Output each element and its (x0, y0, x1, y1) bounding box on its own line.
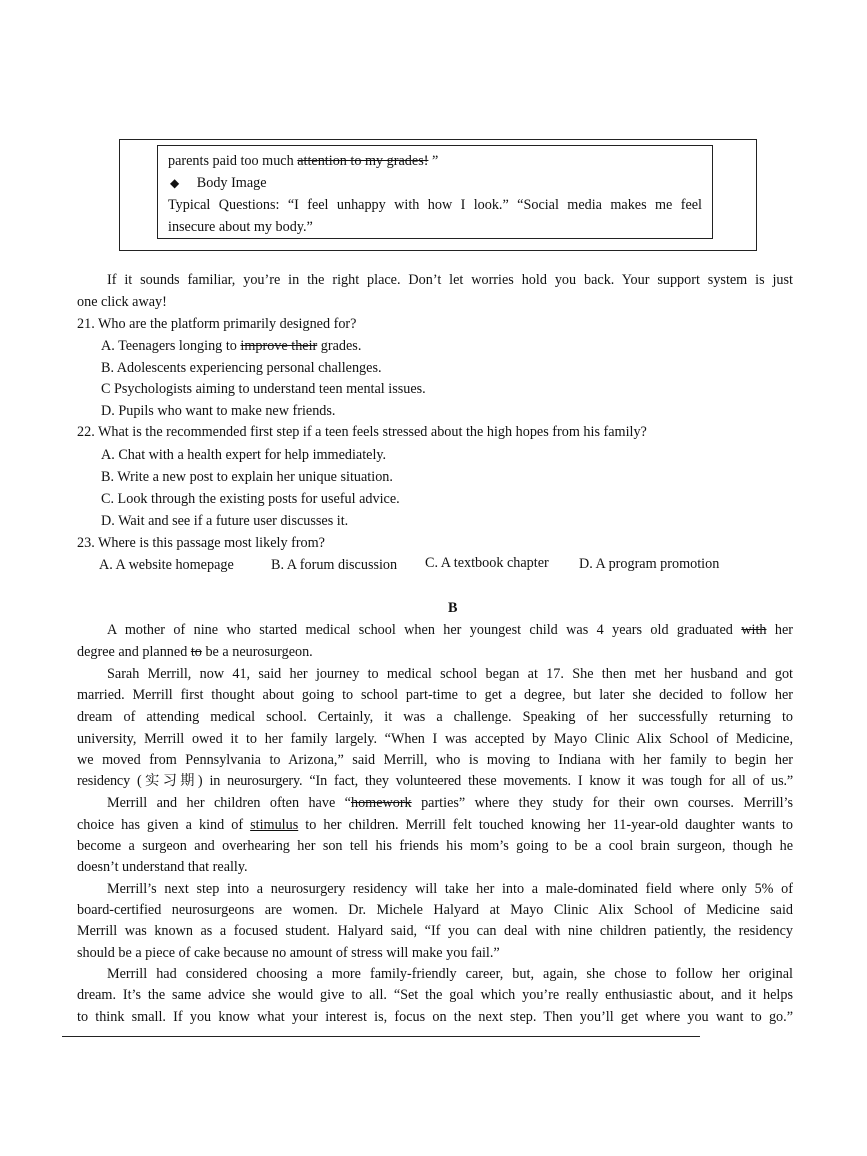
intro-line1: If it sounds familiar, you’re in the right place. Don’t let worries hold you back. Your support system is just (107, 272, 793, 288)
underlined-text: stimulus (250, 817, 299, 833)
body-image-heading (170, 174, 267, 192)
passage-p4-line3: Merrill was known as a focused student. Halyard said, “If you can deal with nine children patiently, the residency (77, 923, 793, 939)
strikethrough-text: with (741, 622, 767, 638)
question-23-option-d: D. A program promotion (579, 556, 720, 572)
bottom-rule (62, 1036, 700, 1037)
question-22-option-c: C. Look through the existing posts for useful advice. (101, 491, 400, 507)
intro-line2: one click away! (77, 294, 167, 310)
question-22-option-a: A. Chat with a health expert for help immediately. (101, 447, 387, 463)
question-22-stem: 22. What is the recommended first step if a teen feels stressed about the high hopes from his family? (77, 424, 647, 440)
passage-p3-line3: become a surgeon and overhearing her son tell his friends his mom’s going to be a cool brain surgeon, though he (77, 838, 793, 854)
passage-text: her (766, 622, 794, 638)
strikethrough-text: improve their (240, 338, 318, 354)
passage-p2-line3: dream of attending medical school. Certainly, it was a challenge. Speaking of her successfully returning to (77, 709, 793, 725)
passage-p2-line5: we moved from Pennsylvania to Arizona,” said Merrill, who is moving to Indiana with her family to begin her (77, 752, 793, 768)
passage-p1-line1 (107, 621, 793, 639)
passage-text: choice has given a kind of (77, 817, 251, 833)
option-text: A. Teenagers longing to (101, 338, 241, 354)
passage-p5-line3: to think small. If you know what your interest is, focus on the next step. Then you’ll get where you want to go.” (77, 1009, 793, 1025)
passage-p2-line4: university, Merrill owed it to her family largely. “When I was accepted by Mayo Clinic Alix School of Medicine, (77, 731, 793, 747)
passage-p3-line4: doesn’t understand that really. (77, 859, 248, 875)
question-21-stem: 21. Who are the platform primarily designed for? (77, 316, 357, 332)
passage-text: parties” where they study for their own courses. Merrill’s (411, 795, 794, 811)
passage-p4-line4: should be a piece of cake because no amount of stress will make you fail.” (77, 945, 500, 961)
typical-questions-line1: Typical Questions: “I feel unhappy with how I look.” “Social media makes me feel (168, 197, 702, 213)
typical-questions-line2: insecure about my body.” (168, 219, 313, 235)
passage-p5-line2: dream. It’s the same advice she would give to all. “Set the goal which you’re really enthusiastic about, and it helps (77, 987, 793, 1003)
strikethrough-text: attention to my grades! (297, 153, 429, 169)
passage-text: A mother of nine who started medical school when her youngest child was 4 years old graduated (107, 622, 742, 638)
passage-p4-line2: board-certified neurosurgeons are women. Dr. Michele Halyard at Mayo Clinic Alix School of Medicine said (77, 902, 793, 918)
passage-text: degree and planned (77, 644, 191, 660)
strikethrough-text: to (190, 644, 202, 660)
question-22-option-b: B. Write a new post to explain her unique situation. (101, 469, 393, 485)
question-21-option-b: B. Adolescents experiencing personal challenges. (101, 360, 382, 376)
question-23-option-b: B. A forum discussion (271, 557, 398, 573)
passage-p2-line6: residency (实习期) in neurosurgery. “In fact, they volunteered these movements. I know it was tough for all of us.” (77, 773, 793, 789)
box-text-end: ” (428, 153, 439, 169)
passage-text: be a neurosurgeon. (201, 644, 313, 660)
passage-text: Merrill and her children often have “ (107, 795, 351, 811)
question-23-option-c: C. A textbook chapter (425, 555, 549, 571)
passage-p4-line1: Merrill’s next step into a neurosurgery residency will take her into a male-dominated field where only 5% of (107, 881, 793, 897)
question-21-option-c: C Psychologists aiming to understand teen mental issues. (101, 381, 426, 397)
question-21-option-a (101, 337, 361, 355)
heading-text: Body Image (196, 175, 267, 191)
question-21-option-d: D. Pupils who want to make new friends. (101, 403, 336, 419)
strikethrough-text: homework (350, 795, 412, 811)
question-22-option-d: D. Wait and see if a future user discusses it. (101, 513, 349, 529)
passage-p5-line1: Merrill had considered choosing a more family-friendly career, but, again, she chose to follow her original (107, 966, 793, 982)
box-line-1 (168, 152, 438, 170)
section-b-label: B (448, 600, 458, 616)
box-text: parents paid too much (168, 153, 298, 169)
question-23-option-a: A. A website homepage (99, 557, 234, 573)
question-23-stem: 23. Where is this passage most likely from? (77, 535, 325, 551)
option-text-end: grades. (317, 338, 362, 354)
passage-p1-line2 (77, 643, 313, 661)
passage-p3-line1 (107, 794, 793, 812)
passage-p2-line1: Sarah Merrill, now 41, said her journey to medical school began at 17. She then met her husband and got (107, 666, 793, 682)
passage-text: to her children. Merrill felt touched knowing her 11-year-old daughter wants to (298, 817, 794, 833)
passage-p3-line2 (77, 816, 793, 834)
diamond-bullet-icon: ◆ (170, 176, 180, 190)
passage-p2-line2: married. Merrill first thought about going to school part-time to get a degree, but later she decided to follow her (77, 687, 793, 703)
